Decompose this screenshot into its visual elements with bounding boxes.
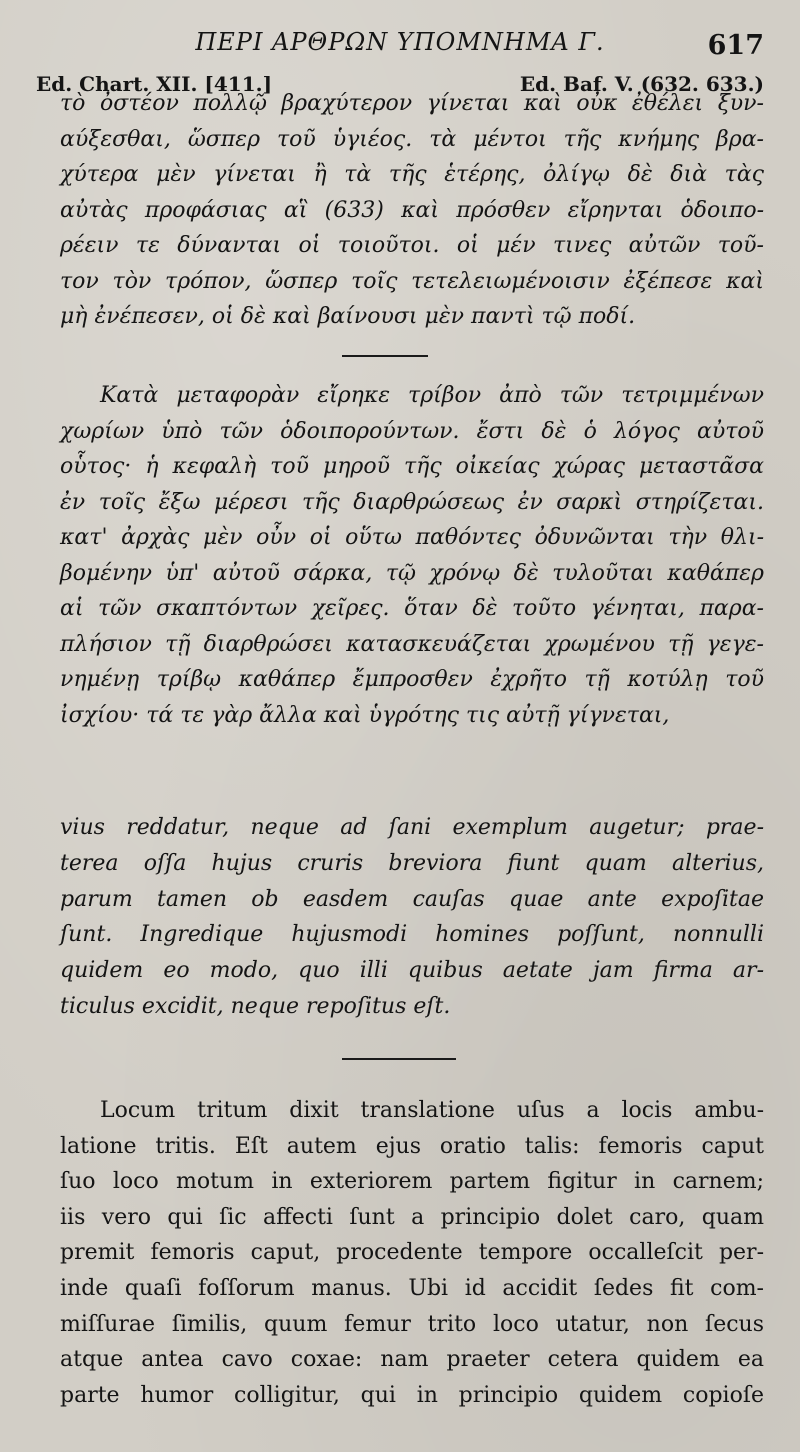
text-line: atque antea cavo coxae: nam praeter cetera quidem ea bbox=[60, 1347, 764, 1373]
text-line: iis vero qui ſic affecti ſunt a principio dolet caro, quam bbox=[60, 1204, 764, 1230]
text-line: miſſurae ſimilis, quum femur trito loco utatur, non ſecus bbox=[60, 1311, 764, 1337]
text-line: τὸ ὀστέον πολλῷ βραχύτερον γίνεται καὶ οὐκ ἐθέλει ξυν- bbox=[60, 91, 764, 116]
running-title: ΠΕΡΙ ΑΡΘΡΩΝ ΥΠΟΜΝΗΜΑ Γ. bbox=[195, 28, 605, 56]
text-line: vius reddatur, neque ad ſani exemplum augetur; prae- bbox=[60, 815, 764, 840]
text-line: premit femoris caput, procedente tempore occalleſcit per- bbox=[60, 1240, 764, 1266]
text-line: quidem eo modo, quo illi quibus aetate jam firma ar- bbox=[60, 958, 764, 984]
text-line: κατ' ἀρχὰς μὲν οὖν οἱ οὕτω παθόντες ὀδυνῶνται τὴν θλι- bbox=[60, 525, 764, 550]
text-line: πλήσιον τῇ διαρθρώσει κατασκευάζεται χρωμένου τῇ γεγε- bbox=[60, 631, 764, 657]
text-line: ἐν τοῖς ἔξω μέρεσι τῆς διαρθρώσεως ἐν σαρκὶ στηρίζεται. bbox=[60, 489, 764, 515]
section-divider bbox=[342, 1058, 456, 1060]
text-line: ſunt. Ingredique hujusmodi homines poſſunt, nonnulli bbox=[60, 922, 764, 948]
greek-text-paragraph-1 bbox=[60, 86, 764, 335]
text-line: αὐτὰς προφάσιας αἳ (633) καὶ πρόσθεν εἴρηνται ὁδοιπο- bbox=[60, 197, 764, 223]
text-line: ſuo loco motum in exteriorem partem figitur in carnem; bbox=[60, 1169, 764, 1195]
text-line: τον τὸν τρόπον, ὥσπερ τοῖς τετελειωμένοισιν ἐξέπεσε καὶ bbox=[60, 268, 764, 294]
latin-commentary-paragraph bbox=[60, 1093, 764, 1413]
greek-commentary-paragraph bbox=[60, 378, 764, 733]
text-line: parte humor colligitur, qui in principio quidem copioſe bbox=[60, 1382, 764, 1408]
edition-reference-chartier: Ed. Chart. XII. [411.] bbox=[36, 72, 273, 96]
text-line: latione tritis. Eſt autem ejus oratio talis: femoris caput bbox=[60, 1133, 764, 1159]
text-line: Locum tritum dixit translatione uſus a locis ambu- bbox=[100, 1098, 764, 1123]
text-line: inde quaſi foſſorum manus. Ubi id accidit ſedes fit com- bbox=[60, 1275, 764, 1301]
text-line: οὗτος· ἡ κεφαλὴ τοῦ μηροῦ τῆς οἰκείας χώρας μεταστᾶσα bbox=[60, 454, 764, 479]
text-line: νημένῃ τρίβῳ καθάπερ ἔμπροσθεν ἐχρῆτο τῇ κοτύλῃ τοῦ bbox=[60, 667, 764, 692]
text-line: ἰσχίου· τά τε γὰρ ἄλλα καὶ ὑγρότης τις αὐτῇ γίγνεται, bbox=[60, 702, 670, 728]
text-line: αύξεσθαι, ὥσπερ τοῦ ὑγιέος. τὰ μέντοι τῆς κνήμης βρα- bbox=[60, 126, 764, 152]
section-divider bbox=[342, 355, 428, 357]
text-line: parum tamen ob easdem cauſas quae ante expoſitae bbox=[60, 886, 764, 912]
text-line: ticulus excidit, neque repoſitus eſt. bbox=[60, 993, 451, 1019]
page-number: 617 bbox=[707, 30, 764, 61]
text-line: βομένην ὑπ' αὐτοῦ σάρκα, τῷ χρόνῳ δὲ τυλοῦται καθάπερ bbox=[60, 560, 764, 586]
latin-translation-paragraph bbox=[60, 810, 764, 1025]
text-line: ρέειν τε δύνανται οἱ τοιοῦτοι. οἱ μέν τινες αὐτῶν τοῦ- bbox=[60, 233, 764, 258]
text-line: αἱ τῶν σκαπτόντων χεῖρες. ὅταν δὲ τοῦτο γένηται, παρα- bbox=[60, 596, 764, 621]
text-line: χύτερα μὲν γίνεται ἢ τὰ τῆς ἑτέρης, ὀλίγῳ δὲ διὰ τὰς bbox=[60, 162, 764, 187]
text-line: terea oſſa hujus cruris breviora fiunt quam alterius, bbox=[60, 850, 764, 876]
text-line: μὴ ἐνέπεσεν, οἱ δὲ καὶ βαίνουσι μὲν παντὶ τῷ ποδί. bbox=[60, 304, 636, 329]
text-line: Κατὰ μεταφορὰν εἴρηκε τρίβον ἀπὸ τῶν τετριμμένων bbox=[100, 383, 764, 408]
text-line: χωρίων ὑπὸ τῶν ὁδοιπορούντων. ἔστι δὲ ὁ λόγος αὐτοῦ bbox=[60, 418, 764, 444]
edition-reference-basel: Ed. Baf. V. (632. 633.) bbox=[519, 72, 764, 96]
